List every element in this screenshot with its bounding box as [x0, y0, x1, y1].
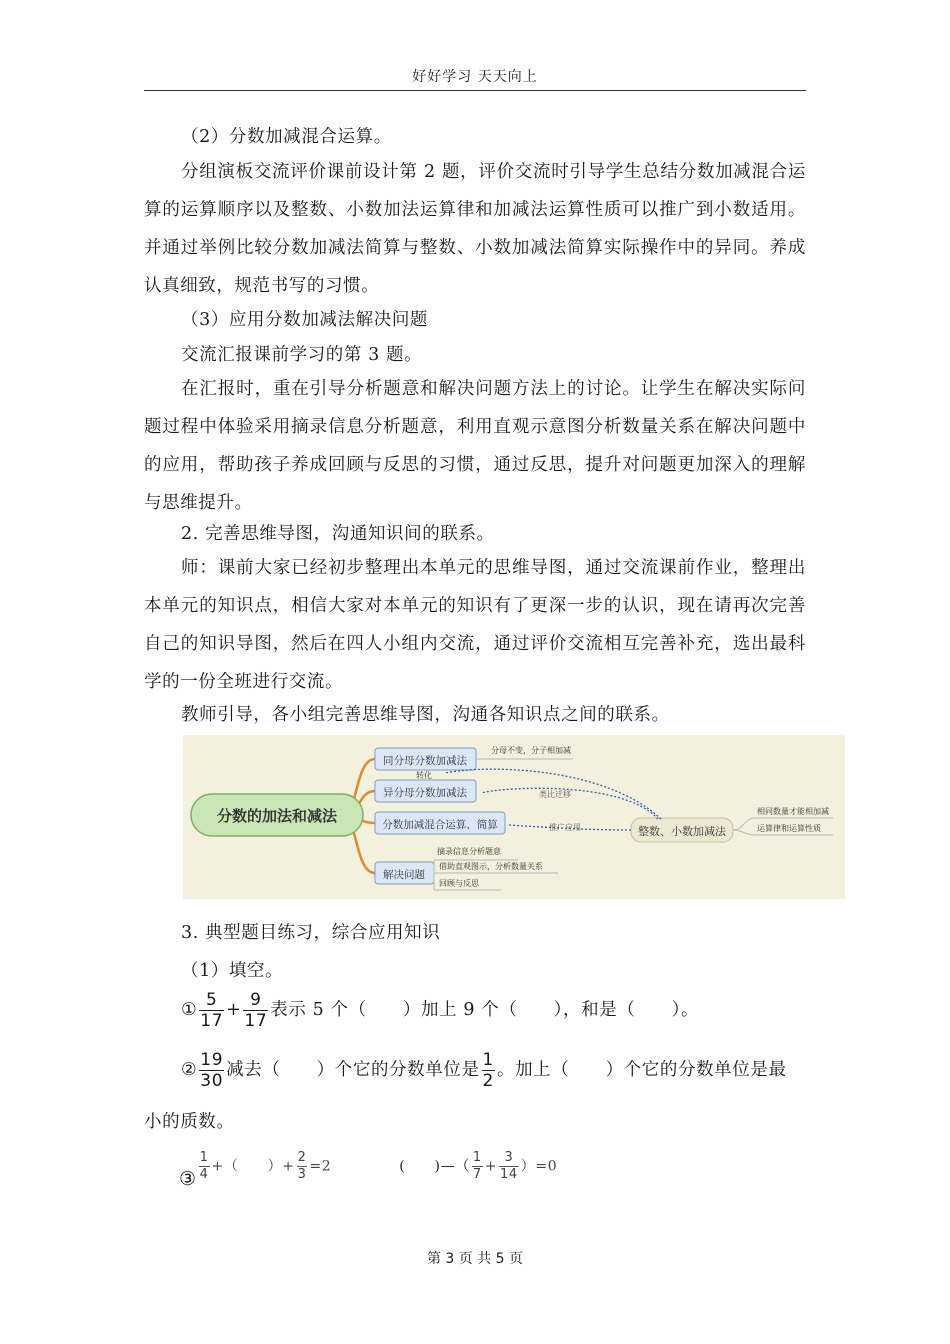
- mind-map: [183, 735, 845, 899]
- fraction-5-17: $\frac{5}{17}$: [200, 990, 224, 1031]
- question-3-mid: +（ ）+: [211, 1158, 295, 1175]
- branch-label-problem-solving: 解决问题: [383, 869, 425, 881]
- question-3-part-2: ( )—（: [399, 1158, 470, 1175]
- question-2-text-1: 减去（ ）个它的分数单位是: [226, 1060, 480, 1080]
- note-extend: 推广应用: [549, 823, 581, 832]
- fraction-19-30: $\frac{19}{30}$: [200, 1050, 224, 1091]
- note-laws: 运算律和运算性质: [757, 824, 821, 833]
- note-info: 摘录信息分析题意: [437, 847, 501, 856]
- page-footer: 第 3 页 共 5 页: [426, 1251, 524, 1267]
- paragraph-report: 交流汇报课前学习的第 3 题。: [181, 345, 423, 365]
- section-heading-word-problems: （3）应用分数加减法解决问题: [181, 310, 429, 330]
- label-integer-decimal: 整数、小数加减法: [638, 825, 726, 838]
- question-2: [181, 1050, 787, 1091]
- question-3-mark: ③: [179, 1167, 197, 1190]
- note-visual: 借助直观图示，分析数量关系: [439, 862, 543, 871]
- mindmap-center-label: 分数的加法和减法: [216, 807, 338, 825]
- section-heading-fill-blank: （1）填空。: [181, 961, 284, 981]
- section-heading-practice: 3. 典型题目练习，综合应用知识: [181, 923, 441, 943]
- note-same-denominator: 分母不变，分子相加减: [491, 746, 571, 755]
- fraction-1-4: $\frac{1}{4}$: [199, 1150, 209, 1182]
- question-3-eq-2: ）=0: [520, 1158, 558, 1175]
- branch-label-mixed: 分数加减混合运算、简算: [382, 819, 498, 831]
- question-3: [179, 1150, 558, 1190]
- section-heading-mixed-operations: （2）分数加减混合运算。: [181, 127, 392, 147]
- question-1-text: 表示 5 个（ ）加上 9 个（ ），和是（ ）。: [270, 1000, 700, 1020]
- fraction-9-17: $\frac{9}{17}$: [244, 990, 268, 1031]
- question-2-text-2: 。加上（ ）个它的分数单位是最: [496, 1060, 787, 1080]
- question-3-plus: +: [484, 1158, 498, 1175]
- paragraph-mixed-operations: 分组演板交流评价课前设计第 2 题，评价交流时引导学生总结分数加减混合运算的运算顺序以及整数、小数加法运算律和加减法运算性质可以推广到小数适用。并通过举例比较分数加减法简算与整数、小数加减法简算实际操作中的异同。养成认真细致，规范书写的习惯。: [144, 162, 806, 296]
- paragraph-guidance: 教师引导，各小组完善思维导图，沟通各知识点之间的联系。: [181, 705, 670, 725]
- question-1: [181, 990, 699, 1031]
- question-2-mark: ②: [181, 1060, 198, 1080]
- plus-sign: +: [226, 1000, 242, 1020]
- fraction-1-7: $\frac{1}{7}$: [472, 1150, 482, 1182]
- branch-label-same-denominator: 同分母分数加减法: [383, 755, 467, 767]
- note-convert: 转化: [416, 771, 432, 780]
- question-1-mark: ①: [181, 1000, 198, 1020]
- page-header: 好好学习 天天向上: [412, 69, 538, 85]
- mind-map-diagram: [183, 735, 845, 899]
- fraction-1-2: $\frac{1}{2}$: [482, 1050, 494, 1091]
- header-rule: [144, 90, 806, 91]
- fraction-2-3: $\frac{2}{3}$: [297, 1150, 307, 1182]
- note-same-unit: 相同数量才能相加减: [757, 807, 829, 816]
- paragraph-teacher: 师：课前大家已经初步整理出本单元的思维导图，通过交流课前作业，整理出本单元的知识点，相信大家对本单元的知识有了更深一步的认识，现在请再次完善自己的知识导图，然后在四人小组内交流，通过评价交流相互完善补充，选出最科学的一份全班进行交流。: [144, 558, 806, 692]
- section-heading-mindmap: 2. 完善思维导图，沟通知识间的联系。: [181, 524, 495, 544]
- note-analogy: 类比迁移: [539, 790, 571, 799]
- fraction-3-14: $\frac{3}{14}$: [500, 1150, 518, 1182]
- paragraph-discussion: 在汇报时，重在引导分析题意和解决问题方法上的讨论。让学生在解决实际问题过程中体验采用摘录信息分析题意，利用直观示意图分析数量关系在解决问题中的应用，帮助孩子养成回顾与反思的习惯，通过反思，提升对问题更加深入的理解与思维提升。: [144, 379, 806, 513]
- question-2-continuation: 小的质数。: [144, 1112, 235, 1132]
- question-3-eq-1: =2: [309, 1158, 332, 1175]
- branch-label-diff-denominator: 异分母分数加减法: [383, 787, 467, 799]
- note-review: 回顾与反思: [439, 879, 479, 888]
